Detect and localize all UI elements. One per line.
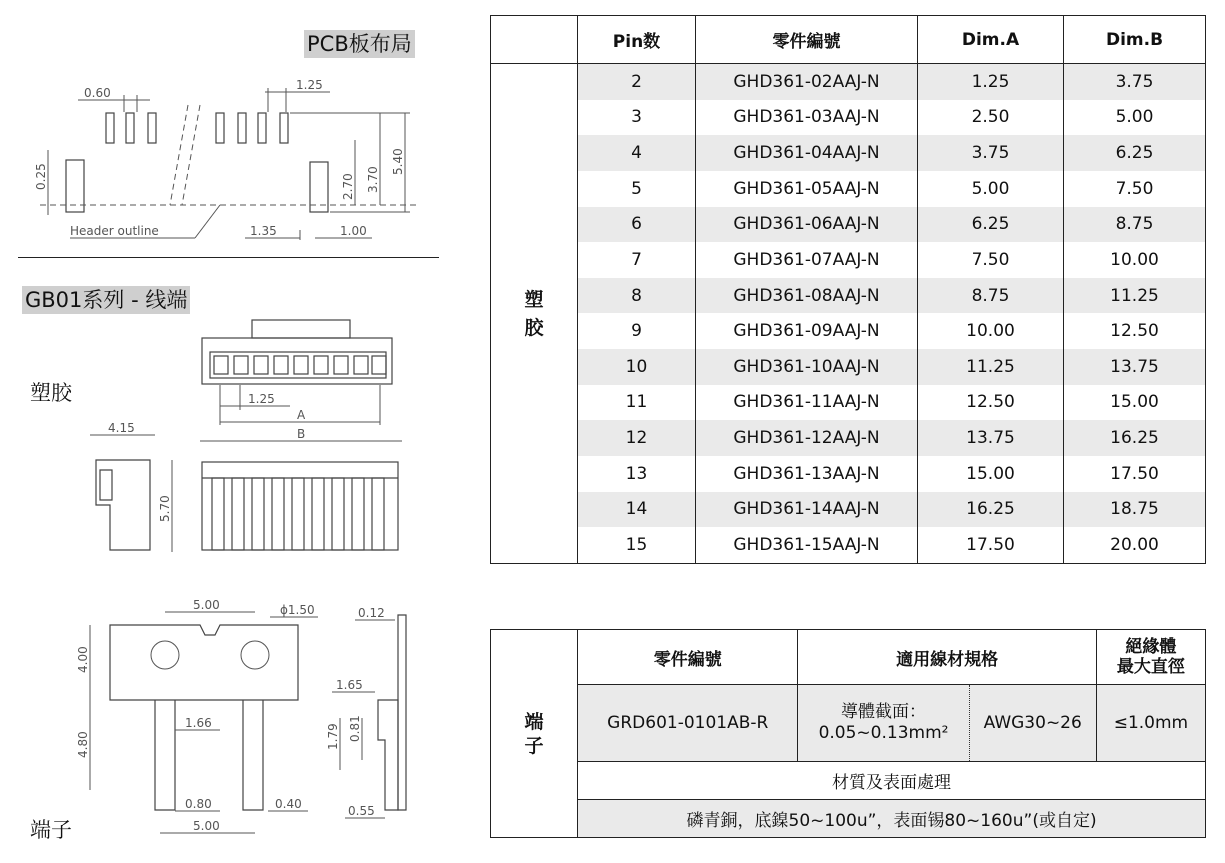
series-title: GB01系列 - 线端 [22,286,190,314]
pcb-layout-drawing [34,78,420,240]
pin-count-cell: 12 [578,420,696,456]
table-row [491,171,1206,207]
dim-b-cell: 3.75 [1064,64,1206,100]
housing-side-label: 塑 胶 [491,64,578,564]
part-number-cell: GHD361-14AAJ-N [696,492,918,528]
table-row [491,349,1206,385]
table-row [491,207,1206,243]
terminal-parts-table [490,629,1206,838]
table-row [491,100,1206,136]
part-number-cell: GHD361-13AAJ-N [696,456,918,492]
svg-text:0.25: 0.25 [34,163,48,190]
dim-b-cell: 6.25 [1064,135,1206,171]
svg-text:5.00: 5.00 [193,819,220,833]
terminal-drawing [76,598,406,833]
pin-count-cell: 7 [578,242,696,278]
pcb-layout-title: PCB板布局 [304,30,415,58]
col-part-number: 零件編號 [696,16,918,64]
svg-text:A: A [297,408,306,422]
dim-a-cell: 3.75 [918,135,1064,171]
svg-text:3.70: 3.70 [366,166,380,193]
dim-a-cell: 7.50 [918,242,1064,278]
part-number-cell: GHD361-15AAJ-N [696,527,918,563]
svg-text:1.25: 1.25 [248,392,275,406]
dim-a-cell: 13.75 [918,420,1064,456]
table-row [491,527,1206,563]
dim-0.60: 0.60 [84,86,111,100]
table-row [491,313,1206,349]
svg-text:Header outline: Header outline [70,224,159,238]
col-insulation-max-dia [1096,630,1205,685]
svg-text:B: B [297,427,306,441]
svg-text:0.81: 0.81 [348,715,362,742]
part-number-cell: GHD361-09AAJ-N [696,313,918,349]
dim-a-cell: 17.50 [918,527,1064,563]
dim-a-cell: 1.25 [918,64,1064,100]
dim-b-cell: 15.00 [1064,385,1206,421]
svg-text:5.40: 5.40 [391,148,405,175]
pin-count-cell: 14 [578,492,696,528]
svg-text:0.55: 0.55 [348,804,375,818]
max-diameter: ≤1.0mm [1096,685,1205,761]
housing-parts-table [490,15,1206,564]
dim-a-cell: 15.00 [918,456,1064,492]
table-row [491,135,1206,171]
dim-a-cell: 2.50 [918,100,1064,136]
dim-b-cell: 7.50 [1064,171,1206,207]
svg-text:4.80: 4.80 [76,731,90,758]
svg-text:5.70: 5.70 [158,495,172,522]
part-number-cell: GHD361-02AAJ-N [696,64,918,100]
pin-count-cell: 3 [578,100,696,136]
dim-b-cell: 20.00 [1064,527,1206,563]
table-row [491,761,1206,799]
table-row [491,420,1206,456]
part-number-cell: GHD361-04AAJ-N [696,135,918,171]
table-corner [491,16,578,64]
table-row [491,799,1206,837]
col-wire-spec: 適用線材規格 [798,630,1096,685]
table-row [491,64,1206,100]
col-part-number: 零件編號 [578,630,798,685]
svg-text:2.70: 2.70 [341,173,355,200]
dim-a-cell: 16.25 [918,492,1064,528]
terminal-label: 端子 [30,818,72,842]
table-row [491,242,1206,278]
table-row [491,385,1206,421]
terminal-part-number: GRD601-0101AB-R [578,685,798,761]
table-row [491,685,1206,761]
part-number-cell: GHD361-07AAJ-N [696,242,918,278]
part-number-cell: GHD361-11AAJ-N [696,385,918,421]
col-dim-a: Dim.A [918,16,1064,64]
part-number-cell: GHD361-12AAJ-N [696,420,918,456]
insulation-header-line2: 最大直徑 [1116,657,1185,678]
svg-text:1.35: 1.35 [250,224,277,238]
dim-b-cell: 11.25 [1064,278,1206,314]
pin-count-cell: 11 [578,385,696,421]
pin-count-cell: 6 [578,207,696,243]
svg-text:0.40: 0.40 [275,797,302,811]
svg-text:1.25: 1.25 [296,78,323,92]
table-header-row [491,630,1206,685]
svg-text:1.66: 1.66 [185,716,212,730]
housing-label: 塑胶 [30,381,72,405]
table-row [491,492,1206,528]
table-row [491,456,1206,492]
pin-count-cell: 15 [578,527,696,563]
part-number-cell: GHD361-05AAJ-N [696,171,918,207]
dim-a-cell: 10.00 [918,313,1064,349]
pin-count-cell: 9 [578,313,696,349]
part-number-cell: GHD361-10AAJ-N [696,349,918,385]
material-spec: 磷青銅，底鎳50~100u”，表面锡80~160u”(或自定) [578,799,1206,837]
col-pin-count: Pin数 [578,16,696,64]
part-number-cell: GHD361-03AAJ-N [696,100,918,136]
dim-a-cell: 11.25 [918,349,1064,385]
dim-a-cell: 8.75 [918,278,1064,314]
pin-count-cell: 8 [578,278,696,314]
section-label: 導體截面： [841,701,927,722]
svg-text:1.65: 1.65 [336,678,363,692]
pin-count-cell: 5 [578,171,696,207]
pin-count-cell: 10 [578,349,696,385]
part-number-cell: GHD361-06AAJ-N [696,207,918,243]
awg-range: AWG30~26 [969,685,1096,761]
conductor-section [798,685,969,761]
housing-drawing [90,320,402,552]
insulation-header-line1: 絕緣體 [1125,637,1177,658]
material-header: 材質及表面處理 [578,761,1206,799]
dim-b-cell: 8.75 [1064,207,1206,243]
pin-count-cell: 13 [578,456,696,492]
dim-b-cell: 5.00 [1064,100,1206,136]
pin-count-cell: 4 [578,135,696,171]
dim-b-cell: 17.50 [1064,456,1206,492]
dim-b-cell: 10.00 [1064,242,1206,278]
technical-drawings [0,0,480,863]
svg-text:0.12: 0.12 [358,606,385,620]
dim-a-cell: 5.00 [918,171,1064,207]
svg-text:ϕ1.50: ϕ1.50 [280,603,315,617]
svg-text:1.79: 1.79 [326,723,340,750]
dim-b-cell: 12.50 [1064,313,1206,349]
table-header-row [491,16,1206,64]
dim-a-cell: 6.25 [918,207,1064,243]
svg-text:5.00: 5.00 [193,598,220,612]
col-dim-b: Dim.B [1064,16,1206,64]
dim-a-cell: 12.50 [918,385,1064,421]
part-number-cell: GHD361-08AAJ-N [696,278,918,314]
svg-text:0.80: 0.80 [185,797,212,811]
housing-table-body [491,64,1206,564]
section-value: 0.05~0.13mm² [818,722,949,743]
terminal-side-label: 端 子 [491,630,578,838]
dim-b-cell: 16.25 [1064,420,1206,456]
svg-text:4.15: 4.15 [108,421,135,435]
dim-b-cell: 13.75 [1064,349,1206,385]
pin-count-cell: 2 [578,64,696,100]
dim-b-cell: 18.75 [1064,492,1206,528]
svg-text:4.00: 4.00 [76,646,90,673]
svg-text:1.00: 1.00 [340,224,367,238]
table-row [491,278,1206,314]
